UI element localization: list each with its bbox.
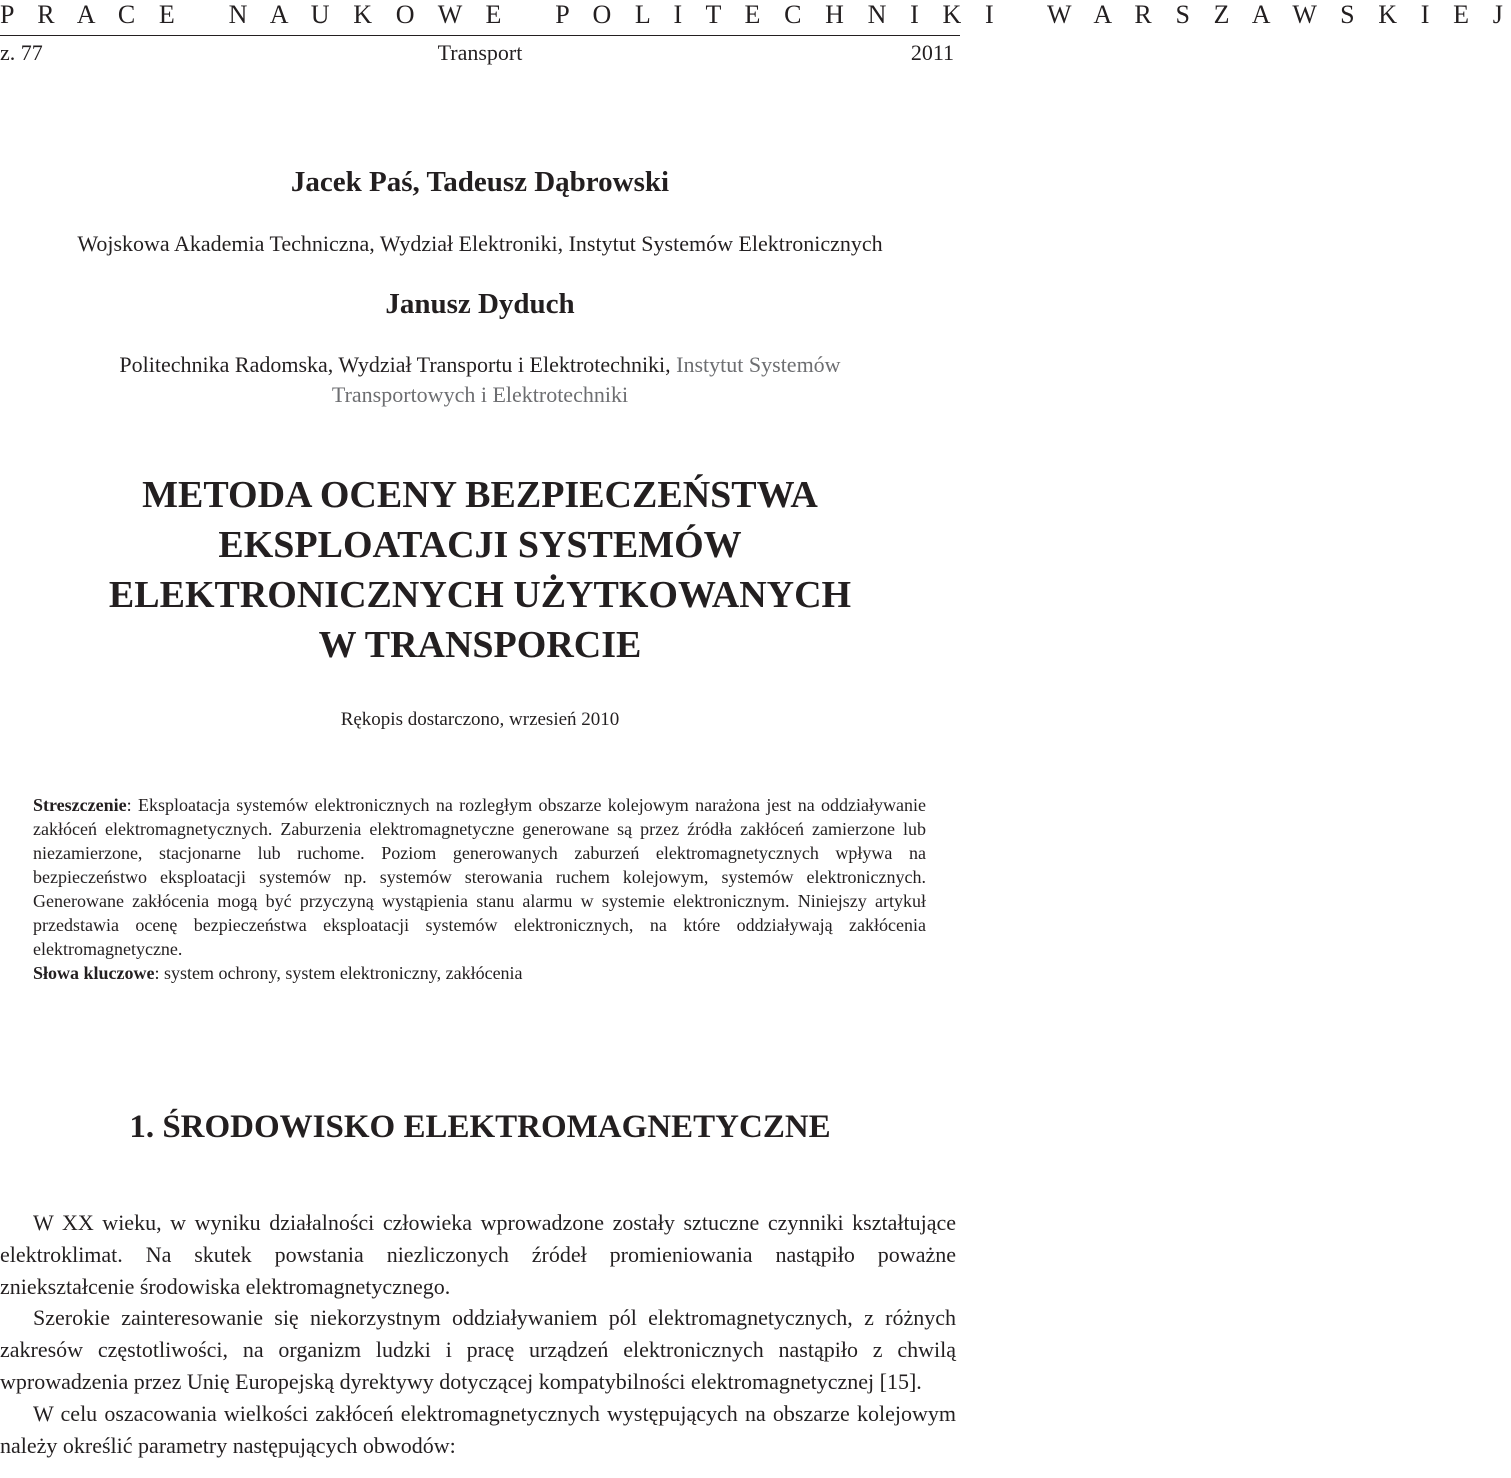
section-body (0, 1207, 956, 1461)
journal-title: P R A C E N A U K O W E P O L I T E C H N I K I W A R S Z A W S K I E J (0, 0, 1511, 29)
publication-year: 2011 (910, 40, 954, 65)
received-date: Rękopis dostarczono, wrzesień 2010 (340, 709, 620, 730)
abstract-paragraph (33, 793, 926, 961)
section-heading: 1. ŚRODOWISKO ELEKTROMAGNETYCZNE (129, 1109, 831, 1145)
author-group-2: Janusz Dyduch (385, 288, 575, 320)
keywords-label: Słowa kluczowe (33, 963, 155, 983)
keywords-text: : system ochrony, system elektroniczny, zakłócenia (154, 963, 523, 983)
affiliation-2-part-2: Instytut Systemów (676, 352, 841, 377)
journal-section: Transport (437, 40, 523, 65)
abstract-text: : Eksploatacja systemów elektronicznych na rozległym obszarze kolejowym narażona jest na oddziaływanie zakłóceń elektromagnetycznych. Zaburzenia elektromagnetyczne generowane są przez źródła zakłóceń zamierzone lub niezamierzone, stacjonarne lub ruchome. Poziom generowanych zaburzeń elektromagnetycznych wpływa na bezpieczeństwo eksploatacji systemów np. systemów sterowania ruchem kolejowym, systemów elektronicznych. Generowane zakłócenia mogą być przyczyną wystąpienia stanu alarmu w systemie elektronicznym. Niniejszy artykuł przedstawia ocenę bezpieczeństwa eksploatacji systemów elektronicznych, na które oddziaływają zakłócenia elektromagnetyczne. (33, 795, 926, 959)
title-line-1: METODA OCENY BEZPIECZEŃSTWA (142, 474, 818, 516)
author-group-1: Jacek Paś, Tadeusz Dąbrowski (290, 166, 670, 198)
abstract (33, 793, 926, 985)
title-line-3: ELEKTRONICZNYCH UŻYTKOWANYCH (108, 574, 852, 616)
title-line-2: EKSPLOATACJI SYSTEMÓW (218, 524, 742, 566)
keywords (33, 961, 926, 985)
body-paragraph-2: Szerokie zainteresowanie się niekorzystnym oddziaływaniem pól elektromagnetycznych, z różnych zakresów częstotliwości, na organizm ludzki i pracę urządzeń elektronicznych nastąpiło z chwilą wprowadzenia przez Unię Europejską dyrektywy dotyczącej kompatybilności elektromagnetycznej [15]. (0, 1305, 956, 1394)
issue-number: z. 77 (0, 40, 43, 65)
affiliation-2-part-3: Transportowych i Elektrotechniki (331, 382, 629, 407)
title-line-4: W TRANSPORCIE (318, 624, 642, 666)
body-paragraph-1: W XX wieku, w wyniku działalności człowieka wprowadzone zostały sztuczne czynniki kształtujące elektroklimat. Na skutek powstania niezliczonych źródeł promieniowania nastąpiło poważne zniekształcenie środowiska elektromagnetycznego. (0, 1210, 956, 1299)
body-paragraph-3: W celu oszacowania wielkości zakłóceń elektromagnetycznych występujących na obszarze kolejowym należy określić parametry następujących obwodów: (0, 1400, 956, 1458)
affiliation-1: Wojskowa Akademia Techniczna, Wydział Elektroniki, Instytut Systemów Elektronicznych (77, 231, 883, 256)
article-title (0, 470, 960, 670)
affiliation-2 (0, 350, 960, 410)
header-rule (0, 35, 960, 36)
abstract-label: Streszczenie (33, 795, 127, 815)
affiliation-2-part-1: Politechnika Radomska, Wydział Transportu i Elektrotechniki, (119, 352, 677, 377)
